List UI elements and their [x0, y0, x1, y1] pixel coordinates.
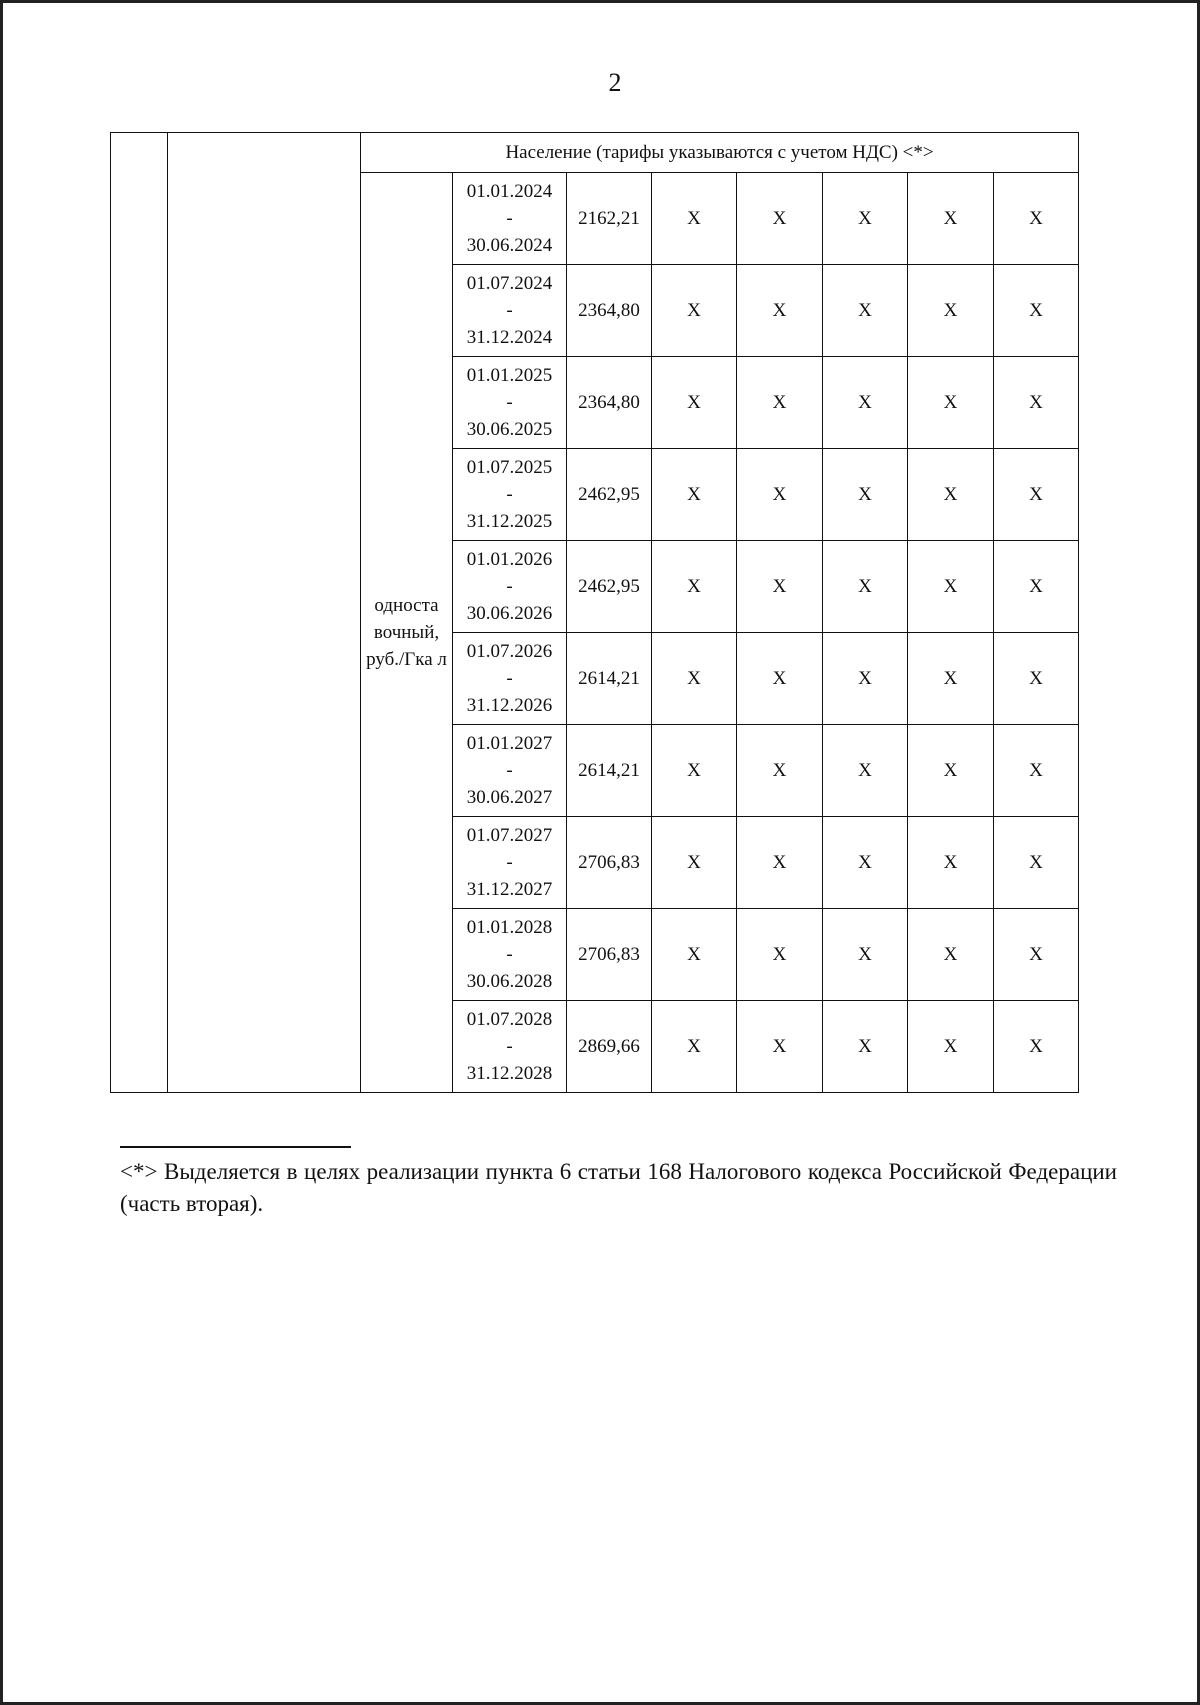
blank-column-2	[168, 133, 361, 1093]
x-mark: X	[823, 633, 908, 725]
x-mark: X	[908, 909, 994, 1001]
x-mark: X	[652, 173, 737, 265]
x-mark: X	[994, 725, 1079, 817]
section-header-row	[111, 133, 1079, 173]
scan-edge-top	[0, 0, 1200, 3]
period-end: 31.12.2028	[466, 1063, 553, 1084]
tariff-value: 2614,21	[567, 725, 652, 817]
period-end: 30.06.2027	[466, 787, 553, 808]
x-mark: X	[823, 265, 908, 357]
period-start: 01.01.2026	[466, 549, 553, 570]
x-mark: X	[737, 1001, 823, 1093]
period-cell	[453, 725, 567, 817]
period-start: 01.07.2026	[466, 641, 553, 662]
footnote-rule	[120, 1146, 351, 1148]
x-mark: X	[652, 541, 737, 633]
x-mark: X	[823, 449, 908, 541]
page-number: 2	[608, 68, 622, 97]
period-cell	[453, 449, 567, 541]
x-mark: X	[652, 265, 737, 357]
x-mark: X	[652, 909, 737, 1001]
dash: -	[506, 576, 513, 597]
period-cell	[453, 541, 567, 633]
x-mark: X	[737, 265, 823, 357]
x-mark: X	[908, 541, 994, 633]
dash: -	[506, 392, 513, 413]
x-mark: X	[737, 633, 823, 725]
x-mark: X	[737, 817, 823, 909]
tariff-value: 2869,66	[567, 1001, 652, 1093]
period-start: 01.01.2027	[466, 733, 553, 754]
period-start: 01.01.2024	[466, 181, 553, 202]
x-mark: X	[737, 357, 823, 449]
x-mark: X	[823, 725, 908, 817]
period-start: 01.01.2028	[466, 917, 553, 938]
x-mark: X	[994, 909, 1079, 1001]
period-start: 01.07.2025	[466, 457, 553, 478]
x-mark: X	[737, 541, 823, 633]
period-start: 01.01.2025	[466, 365, 553, 386]
dash: -	[506, 1036, 513, 1057]
period-end: 30.06.2024	[466, 235, 553, 256]
x-mark: X	[908, 357, 994, 449]
x-mark: X	[908, 1001, 994, 1093]
tariff-value: 2706,83	[567, 817, 652, 909]
x-mark: X	[652, 357, 737, 449]
x-mark: X	[823, 541, 908, 633]
dash: -	[506, 300, 513, 321]
unit-label: односта вочный, руб./Гка л	[361, 173, 453, 1093]
period-end: 30.06.2025	[466, 419, 553, 440]
x-mark: X	[737, 909, 823, 1001]
dash: -	[506, 484, 513, 505]
tariff-table	[110, 132, 1079, 1093]
x-mark: X	[823, 357, 908, 449]
x-mark: X	[994, 357, 1079, 449]
x-mark: X	[652, 1001, 737, 1093]
x-mark: X	[994, 449, 1079, 541]
scan-edge-left	[0, 0, 3, 1705]
dash: -	[506, 208, 513, 229]
period-start: 01.07.2028	[466, 1009, 553, 1030]
period-cell	[453, 1001, 567, 1093]
x-mark: X	[994, 173, 1079, 265]
x-mark: X	[908, 725, 994, 817]
x-mark: X	[908, 173, 994, 265]
tariff-value: 2364,80	[567, 265, 652, 357]
x-mark: X	[908, 449, 994, 541]
dash: -	[506, 852, 513, 873]
x-mark: X	[652, 725, 737, 817]
x-mark: X	[823, 173, 908, 265]
tariff-value: 2462,95	[567, 449, 652, 541]
x-mark: X	[652, 817, 737, 909]
x-mark: X	[994, 1001, 1079, 1093]
period-cell	[453, 817, 567, 909]
period-start: 01.07.2024	[466, 273, 553, 294]
period-cell	[453, 173, 567, 265]
blank-column-1	[111, 133, 168, 1093]
footnote: <*> Выделяется в целях реализации пункта 6 статьи 168 Налогового кодекса Российской Федерации (часть вторая).	[120, 1159, 1117, 1216]
x-mark: X	[737, 173, 823, 265]
x-mark: X	[908, 265, 994, 357]
x-mark: X	[823, 909, 908, 1001]
x-mark: X	[994, 633, 1079, 725]
period-cell	[453, 357, 567, 449]
x-mark: X	[908, 817, 994, 909]
tariff-value: 2706,83	[567, 909, 652, 1001]
x-mark: X	[737, 449, 823, 541]
x-mark: X	[994, 817, 1079, 909]
tariff-table-body	[111, 133, 1079, 1093]
period-end: 30.06.2028	[466, 971, 553, 992]
x-mark: X	[652, 449, 737, 541]
x-mark: X	[823, 817, 908, 909]
period-end: 31.12.2026	[466, 695, 553, 716]
period-end: 31.12.2027	[466, 879, 553, 900]
period-cell	[453, 633, 567, 725]
period-cell	[453, 909, 567, 1001]
section-header: Население (тарифы указываются с учетом НДС) <*>	[361, 133, 1079, 173]
x-mark: X	[652, 633, 737, 725]
x-mark: X	[994, 265, 1079, 357]
x-mark: X	[908, 633, 994, 725]
period-start: 01.07.2027	[466, 825, 553, 846]
x-mark: X	[737, 725, 823, 817]
tariff-value: 2364,80	[567, 357, 652, 449]
tariff-value: 2162,21	[567, 173, 652, 265]
x-mark: X	[823, 1001, 908, 1093]
period-cell	[453, 265, 567, 357]
period-end: 31.12.2025	[466, 511, 553, 532]
tariff-value: 2462,95	[567, 541, 652, 633]
dash: -	[506, 760, 513, 781]
dash: -	[506, 668, 513, 689]
period-end: 31.12.2024	[466, 327, 553, 348]
dash: -	[506, 944, 513, 965]
period-end: 30.06.2026	[466, 603, 553, 624]
tariff-value: 2614,21	[567, 633, 652, 725]
x-mark: X	[994, 541, 1079, 633]
